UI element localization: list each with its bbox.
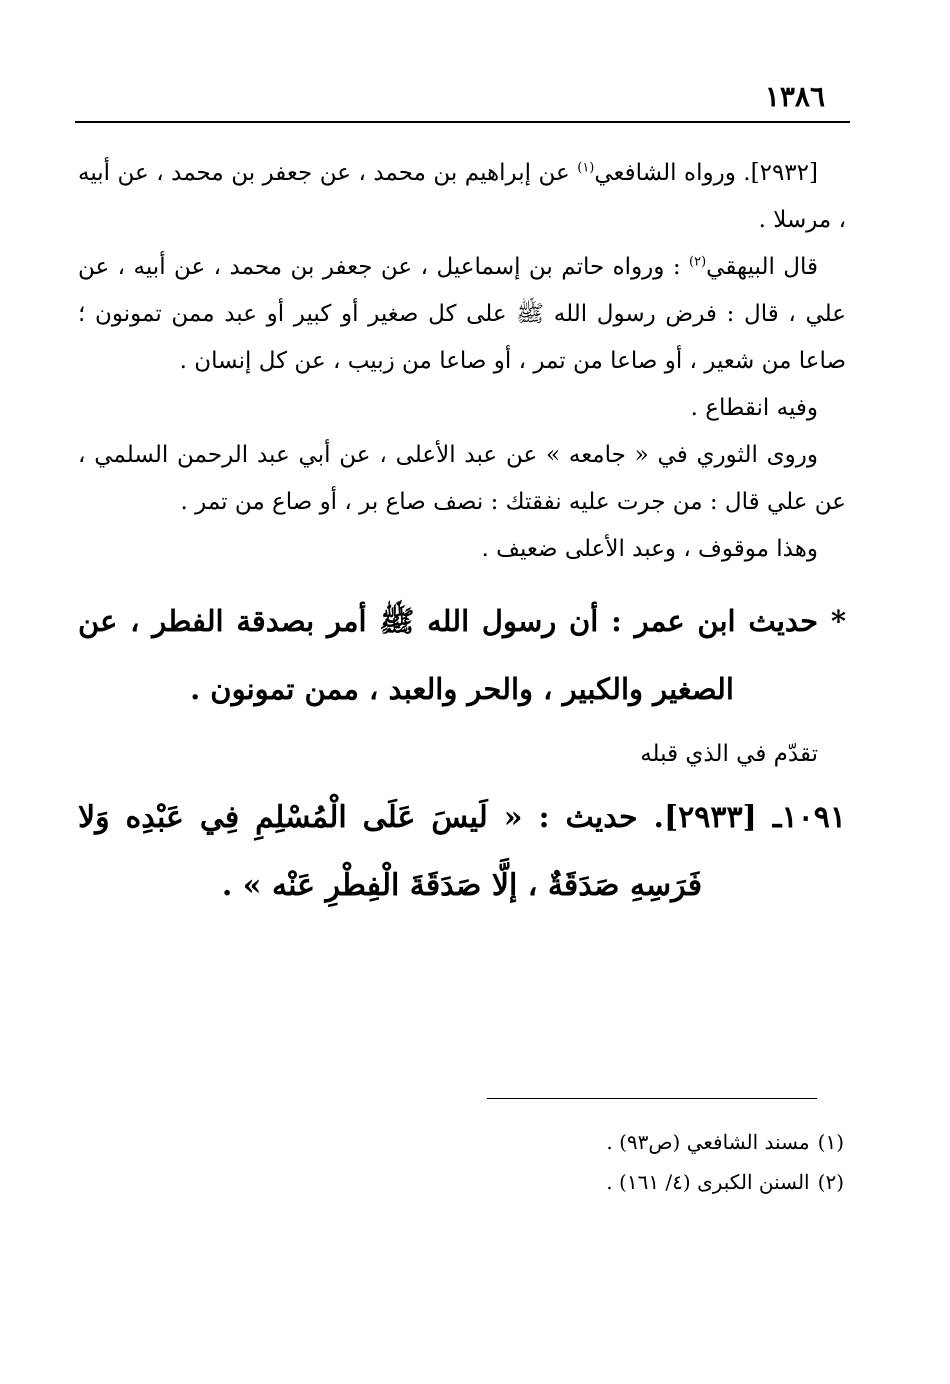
footnote-1-number: (١) [817,1130,844,1154]
paragraph-thawri: وروى الثوري في « جامعه » عن عبد الأعلى ، عن أبي عبد الرحمن السلمي ، عن علي قال : من جرت عليه نفقتك : نصف صاع بر ، أو صاع من تمر . [78,442,846,515]
footnote-1 [78,1122,844,1162]
narration-2932-start: [٢٩٣٢]. ورواه الشافعي [594,160,818,186]
footnote-2-text: السنن الكبرى (٤/ ١٦١) . [606,1170,810,1194]
footnote-1-text: مسند الشافعي (ص٩٣) . [606,1130,810,1154]
paragraph-mawquf: وهذا موقوف ، وعبد الأعلى ضعيف . [481,536,818,562]
hadith-1091: ١٠٩١ـ [٢٩٣٣]. حديث : « لَيسَ عَلَى الْمُسْلِمِ فِي عَبْدِه وَلا فَرَسِهِ صَدَقَةٌ ، إلَّا صَدَقَةَ الْفِطْرِ عَنْه » . [78,800,846,903]
footnote-ref-1[interactable]: (١) [577,160,595,176]
paragraph-bayhaqi [78,244,846,385]
footnote-rule [487,1098,817,1099]
hadith-heading-ibn-umar: * حديث ابن عمر : أن رسول الله ﷺ أمر بصدقة الفطر ، عن الصغير والكبير ، والحر والعبد ، ممن تمونون . [78,604,846,706]
bayhaqi-start: قال البيهقي [706,254,818,280]
narration-2932-rest: عن إبراهيم بن محمد ، عن جعفر بن محمد ، عن أبيه ، مرسلا . [78,160,846,233]
page-number: ١٣٨٦ [764,80,825,113]
cross-reference-note: تقدّم في الذي قبله [640,741,818,767]
footnote-2 [78,1162,844,1202]
header-rule [75,121,850,123]
footnote-ref-2[interactable]: (٢) [689,254,707,270]
footnote-2-number: (٢) [817,1170,844,1194]
paragraph-inqita: وفيه انقطاع . [690,395,818,421]
paragraph-narration-2932 [78,150,846,244]
footnotes [78,1122,844,1202]
page-body [78,150,846,920]
bayhaqi-rest: : ورواه حاتم بن إسماعيل ، عن جعفر بن محمد ، عن أبيه ، عن علي ، قال : فرض رسول الله ﷺ على كل صغير أو كبير أو عبد ممن تمونون ؛ صاعا من شعير ، أو صاعا من تمر ، أو صاعا من زبيب ، عن كل إنسان . [78,254,846,374]
